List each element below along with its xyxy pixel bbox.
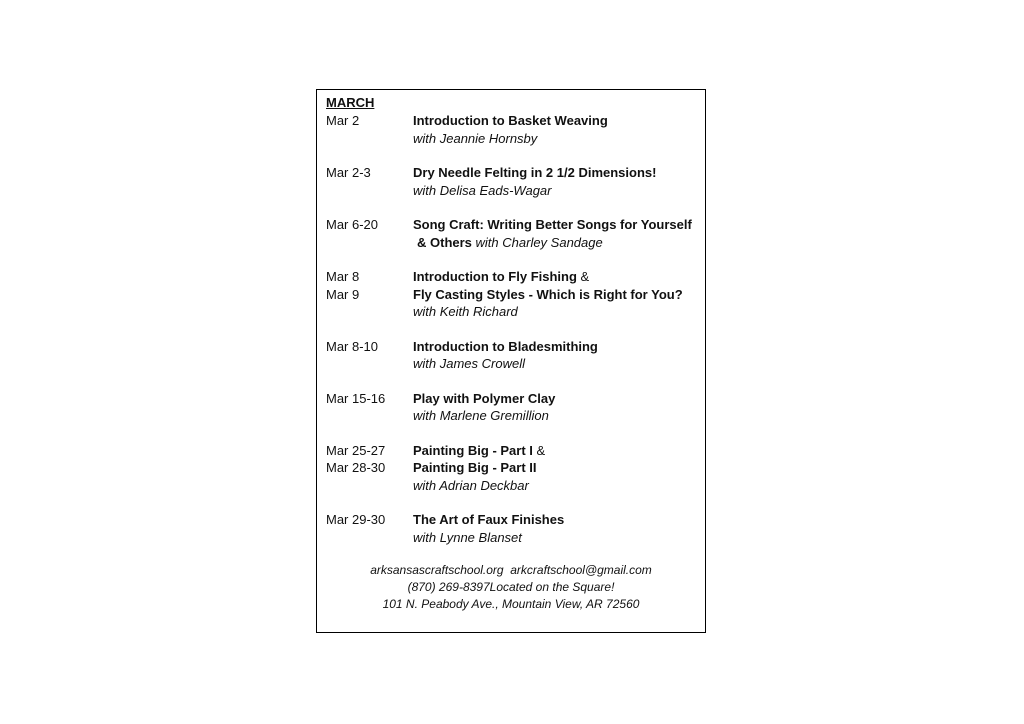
instructor-name: with Keith Richard <box>413 304 518 319</box>
event-line <box>326 407 698 425</box>
event-date: Mar 2-3 <box>326 165 371 180</box>
event-line <box>326 459 698 477</box>
event-line <box>326 338 698 356</box>
event-line <box>326 442 698 460</box>
class-title: The Art of Faux Finishes <box>413 512 565 527</box>
event-line <box>326 529 698 547</box>
class-title: Introduction to Fly Fishing <box>413 269 577 284</box>
class-title: Dry Needle Felting in 2 1/2 Dimensions! <box>413 165 657 180</box>
event-details <box>413 112 608 130</box>
event-item <box>326 112 698 147</box>
event-details <box>413 234 603 252</box>
event-details <box>413 511 564 529</box>
event-date: Mar 6-20 <box>326 217 379 232</box>
event-details <box>413 286 683 304</box>
event-details <box>413 338 598 356</box>
event-details <box>413 216 692 234</box>
address: 101 N. Peabody Ave., Mountain View, AR 72560 <box>382 597 640 611</box>
event-item <box>326 216 698 251</box>
event-date <box>326 130 413 148</box>
class-title: Fly Casting Styles - Which is Right for You? <box>413 286 683 302</box>
class-title: Introduction to Bladesmithing <box>413 338 598 354</box>
instructor-name: with Marlene Gremillion <box>413 408 549 423</box>
event-details <box>413 477 529 495</box>
event-details <box>413 130 537 148</box>
instructor-name: with Charley Sandage <box>475 234 603 250</box>
event-line <box>326 355 698 373</box>
event-details <box>413 303 518 321</box>
event-date: Mar 28-30 <box>326 460 386 475</box>
class-title: & Others <box>417 234 472 250</box>
event-line <box>326 164 698 182</box>
instructor-name: with James Crowell <box>413 356 525 371</box>
ampersand: & <box>580 269 590 284</box>
event-date <box>326 182 413 200</box>
event-date: Mar 8-10 <box>326 338 379 354</box>
event-line <box>326 286 698 304</box>
event-date: Mar 15-16 <box>326 390 386 406</box>
event-details <box>413 182 551 200</box>
class-schedule-flyer <box>316 89 706 633</box>
event-date: Mar 2 <box>326 113 360 128</box>
event-item <box>326 442 698 495</box>
event-list <box>326 112 698 563</box>
event-date <box>326 407 413 425</box>
event-line <box>326 477 698 495</box>
event-line <box>326 390 698 408</box>
event-item <box>326 511 698 546</box>
event-line <box>326 216 698 234</box>
event-details <box>413 442 545 460</box>
event-details <box>413 407 549 425</box>
event-item <box>326 390 698 425</box>
contact-info <box>317 562 705 613</box>
instructor-name: with Lynne Blanset <box>413 529 522 545</box>
class-title: Introduction to Basket Weaving <box>413 113 608 128</box>
event-details <box>413 459 537 477</box>
event-line <box>326 511 698 529</box>
event-date: Mar 25-27 <box>326 442 386 458</box>
event-line <box>326 130 698 148</box>
event-date: Mar 9 <box>326 286 360 302</box>
event-line <box>326 303 698 321</box>
instructor-name: with Delisa Eads-Wagar <box>413 182 552 198</box>
class-title: Painting Big - Part II <box>413 460 537 475</box>
event-details <box>413 164 656 182</box>
class-title: Song Craft: Writing Better Songs for Yourself <box>413 217 692 232</box>
event-item <box>326 164 698 199</box>
event-details <box>413 268 589 286</box>
month-heading: MARCH <box>326 95 375 110</box>
ampersand: & <box>536 442 546 458</box>
event-date: Mar 8 <box>326 269 360 284</box>
event-details <box>413 529 522 547</box>
instructor-name: with Adrian Deckbar <box>413 477 529 493</box>
class-title: Painting Big - Part I <box>413 442 533 458</box>
event-line <box>326 112 698 130</box>
event-item <box>326 268 698 321</box>
event-line <box>326 234 698 252</box>
event-item <box>326 338 698 373</box>
event-date <box>326 234 413 252</box>
event-line <box>326 182 698 200</box>
event-date <box>326 529 413 547</box>
event-date <box>326 477 413 495</box>
event-date <box>326 303 413 321</box>
class-title: Play with Polymer Clay <box>413 390 556 406</box>
event-date: Mar 29-30 <box>326 512 386 527</box>
event-line <box>326 268 698 286</box>
event-details <box>413 355 525 373</box>
event-details <box>413 390 555 408</box>
event-date <box>326 355 413 373</box>
instructor-name: with Jeannie Hornsby <box>413 130 538 146</box>
website-email: arksansascraftschool.org arkcraftschool@gmail.com <box>370 563 652 577</box>
phone-location: (870) 269-8397Located on the Square! <box>407 580 615 594</box>
